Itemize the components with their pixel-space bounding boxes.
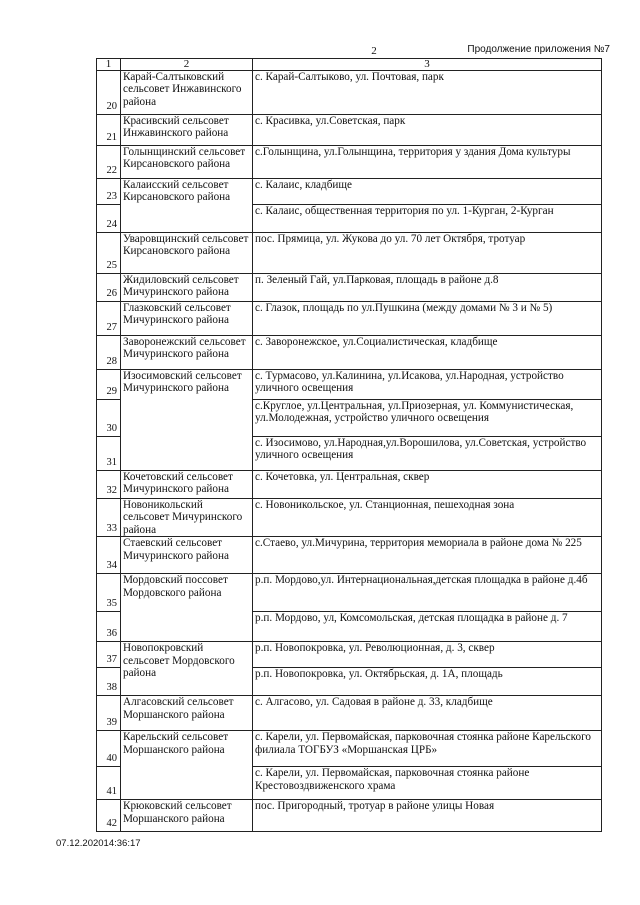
row-number-text: 39: [106, 716, 117, 728]
location-description: с.Круглое, ул.Центральная, ул.Приозерная, ул. Коммунистическая, ул.Молодежная, устройство уличного освещения: [253, 400, 602, 437]
location-description: с. Заворонежское, ул.Социалистическая, кладбище: [253, 336, 602, 370]
table-row: [97, 642, 602, 668]
location-description: п. Зеленый Гай, ул.Парковая, площадь в районе д.8: [253, 274, 602, 302]
row-number: [97, 696, 121, 731]
settlement-name: Карай-Салтыковский сельсовет Инжавинского района: [121, 71, 253, 115]
row-number: [97, 800, 121, 832]
location-description: с.Голынщина, ул.Голынщина, территория у здания Дома культуры: [253, 146, 602, 179]
row-number-text: 42: [106, 817, 117, 829]
page-number: 2: [371, 45, 377, 57]
location-description: с. Изосимово, ул.Народная,ул.Ворошилова, ул.Советская, устройство уличного освещения: [253, 437, 602, 471]
row-number-text: 21: [106, 131, 117, 143]
row-number-text: 27: [106, 321, 117, 333]
settlement-name: Кочетовский сельсовет Мичуринского района: [121, 471, 253, 499]
table-row: [97, 233, 602, 274]
settlement-name: Жидиловский сельсовет Мичуринского района: [121, 274, 253, 302]
settlement-name: Мордовский поссовет Мордовского района: [121, 574, 253, 642]
row-number-text: 35: [106, 597, 117, 609]
column-header: 3: [253, 59, 602, 71]
table-row: [97, 179, 602, 205]
row-number-text: 29: [106, 385, 117, 397]
settlement-name: Красивский сельсовет Инжавинского района: [121, 115, 253, 146]
table-body: [97, 71, 602, 832]
row-number-text: 25: [106, 259, 117, 271]
settlement-name: Заворонежский сельсовет Мичуринского района: [121, 336, 253, 370]
row-number: [97, 731, 121, 767]
row-number-text: 26: [106, 287, 117, 299]
settlement-name: Новоникольский сельсовет Мичуринского района: [121, 499, 253, 537]
row-number-text: 32: [106, 484, 117, 496]
location-description: с. Кочетовка, ул. Центральная, сквер: [253, 471, 602, 499]
location-description: с. Калаис, кладбище: [253, 179, 602, 205]
location-description: с. Калаис, общественная территория по ул. 1-Курган, 2-Курган: [253, 205, 602, 233]
row-number-text: 28: [106, 355, 117, 367]
location-description: с. Турмасово, ул.Калинина, ул.Исакова, ул.Народная, устройство уличного освещения: [253, 370, 602, 400]
row-number-text: 31: [106, 456, 117, 468]
continuation-note: Продолжение приложения №7: [467, 44, 610, 55]
table-row: [97, 499, 602, 537]
table-row: [97, 146, 602, 179]
row-number: [97, 205, 121, 233]
settlement-name: Крюковский сельсовет Моршанского района: [121, 800, 253, 832]
row-number: [97, 612, 121, 642]
location-description: с. Карели, ул. Первомайская, парковочная стоянка районе Карельского филиала ТОГБУЗ «Моршанская ЦРБ»: [253, 731, 602, 767]
row-number-text: 34: [106, 559, 117, 571]
row-number: [97, 370, 121, 400]
print-timestamp: 07.12.202014:36:17: [56, 838, 141, 849]
row-number-text: 20: [106, 100, 117, 112]
table-row: [97, 115, 602, 146]
row-number-text: 30: [106, 422, 117, 434]
column-header: 1: [97, 59, 121, 71]
location-description: с. Карели, ул. Первомайская, парковочная стоянка районе Крестовоздвиженского храма: [253, 767, 602, 800]
settlement-name: Голынщинский сельсовет Кирсановского района: [121, 146, 253, 179]
row-number: [97, 233, 121, 274]
location-description: р.п. Новопокровка, ул. Октябрьская, д. 1А, площадь: [253, 668, 602, 696]
row-number: [97, 115, 121, 146]
settlement-name: Алгасовский сельсовет Моршанского района: [121, 696, 253, 731]
row-number-text: 41: [106, 785, 117, 797]
location-description: р.п. Мордово, ул, Комсомольская, детская площадка в районе д. 7: [253, 612, 602, 642]
row-number-text: 37: [106, 653, 117, 665]
row-number: [97, 499, 121, 537]
row-number: [97, 302, 121, 336]
row-number: [97, 71, 121, 115]
location-description: с. Алгасово, ул. Садовая в районе д. 33, кладбище: [253, 696, 602, 731]
table-row: [97, 336, 602, 370]
row-number-text: 22: [106, 164, 117, 176]
location-description: пос. Прямица, ул. Жукова до ул. 70 лет Октября, тротуар: [253, 233, 602, 274]
location-description: р.п. Новопокровка, ул. Революционная, д. 3, сквер: [253, 642, 602, 668]
row-number-text: 33: [106, 522, 117, 534]
row-number-text: 24: [106, 218, 117, 230]
row-number: [97, 437, 121, 471]
settlement-name: Уваровщинский сельсовет Кирсановского района: [121, 233, 253, 274]
location-description: с. Глазок, площадь по ул.Пушкина (между домами № 3 и № 5): [253, 302, 602, 336]
row-number: [97, 274, 121, 302]
settlement-name: Новопокровский сельсовет Мордовского района: [121, 642, 253, 696]
settlement-name: Калаисский сельсовет Кирсановского района: [121, 179, 253, 233]
row-number-text: 38: [106, 681, 117, 693]
row-number: [97, 668, 121, 696]
table-row: [97, 731, 602, 767]
location-description: с.Стаево, ул.Мичурина, территория мемориала в районе дома № 225: [253, 537, 602, 574]
location-description: с. Карай-Салтыково, ул. Почтовая, парк: [253, 71, 602, 115]
table-row: [97, 696, 602, 731]
row-number-text: 23: [106, 190, 117, 202]
row-number: [97, 642, 121, 668]
column-header: 2: [121, 59, 253, 71]
settlement-name: Стаевский сельсовет Мичуринского района: [121, 537, 253, 574]
row-number: [97, 767, 121, 800]
settlements-table: [96, 58, 602, 832]
location-description: с. Красивка, ул.Советская, парк: [253, 115, 602, 146]
table-row: [97, 574, 602, 612]
row-number: [97, 179, 121, 205]
row-number: [97, 574, 121, 612]
location-description: с. Новоникольское, ул. Станционная, пешеходная зона: [253, 499, 602, 537]
row-number: [97, 471, 121, 499]
settlement-name: Глазковский сельсовет Мичуринского района: [121, 302, 253, 336]
row-number-text: 40: [106, 752, 117, 764]
table-row: [97, 537, 602, 574]
table-row: [97, 302, 602, 336]
location-description: р.п. Мордово,ул. Интернациональная,детская площадка в районе д.4б: [253, 574, 602, 612]
table-row: [97, 370, 602, 400]
table-row: [97, 471, 602, 499]
table-row: [97, 274, 602, 302]
row-number: [97, 146, 121, 179]
row-number: [97, 400, 121, 437]
row-number: [97, 537, 121, 574]
table-row: [97, 71, 602, 115]
location-description: пос. Пригородный, тротуар в районе улицы Новая: [253, 800, 602, 832]
settlement-name: Изосимовский сельсовет Мичуринского района: [121, 370, 253, 471]
row-number-text: 36: [106, 627, 117, 639]
row-number: [97, 336, 121, 370]
table-header-row: [97, 59, 602, 71]
settlement-name: Карельский сельсовет Моршанского района: [121, 731, 253, 800]
table-row: [97, 800, 602, 832]
